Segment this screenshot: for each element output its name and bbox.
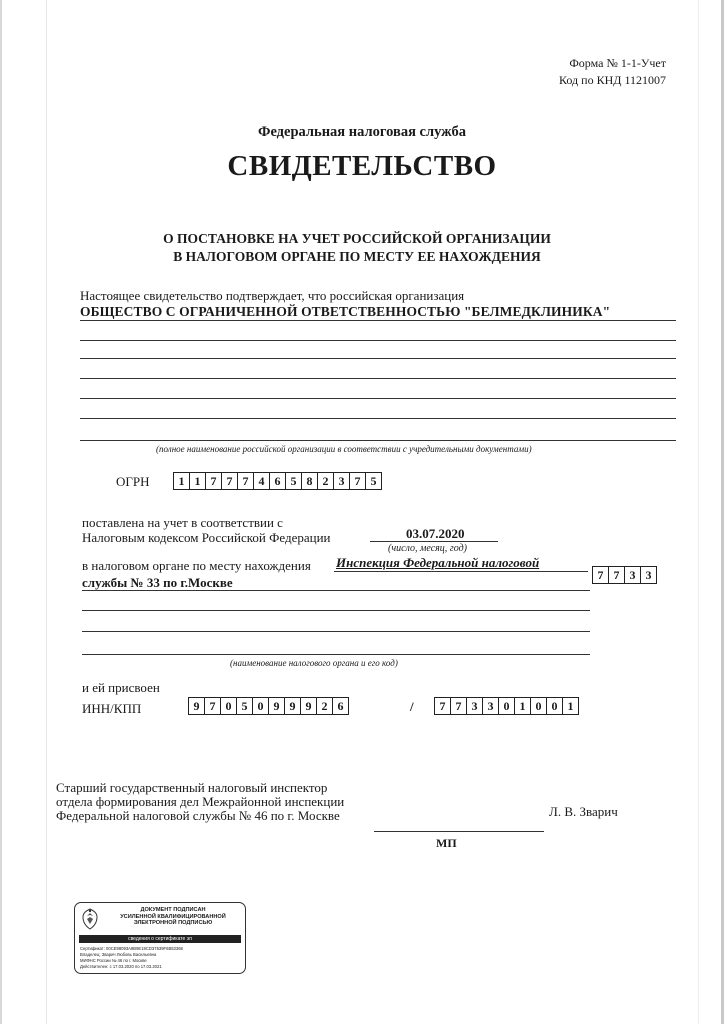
date-underline (370, 541, 498, 542)
document-subtitle (0, 230, 714, 266)
stamp-row-value: 00CE98093A8B9E19CD37539F6B53368 (106, 946, 183, 951)
digit-cell: 9 (284, 697, 301, 715)
registration-line-1: поставлена на учет в соответствии с (82, 515, 283, 530)
digit-cell: 9 (268, 697, 285, 715)
form-line (82, 631, 590, 632)
stamp-row-value: с 17.03.2020 по 17.03.2021 (109, 964, 162, 969)
stamp-row-value: Зварич Любовь Васильевна (101, 952, 157, 957)
form-line (80, 358, 676, 359)
stamp-heading-line-2: УСИЛЕННОЙ КВАЛИФИЦИРОВАННОЙ (120, 913, 226, 920)
digit-cell: 3 (640, 566, 657, 584)
stamp-heading-line-1: ДОКУМЕНТ ПОДПИСАН (140, 907, 206, 913)
stamp-row-label: Сертификат: (80, 946, 105, 951)
digit-cell: 7 (221, 472, 238, 490)
inn-cells (188, 697, 349, 715)
digit-cell: 0 (220, 697, 237, 715)
form-line (80, 320, 676, 321)
tax-authority-caption: (наименование налогового органа и его код) (230, 658, 398, 668)
digit-cell: 7 (592, 566, 609, 584)
digit-cell: 1 (514, 697, 531, 715)
stamp-row-label: Действителен: (80, 964, 109, 969)
digit-cell: 6 (269, 472, 286, 490)
date-caption: (число, месяц, год) (388, 543, 467, 554)
digit-cell: 9 (300, 697, 317, 715)
digit-cell: 3 (482, 697, 499, 715)
e-signature-stamp (74, 902, 246, 974)
form-line (80, 378, 676, 379)
stamp-row (80, 958, 147, 963)
digit-cell: 9 (188, 697, 205, 715)
inn-kpp-label: ИНН/КПП (82, 701, 142, 716)
stamp-heading-line-3: ЭЛЕКТРОННОЙ ПОДПИСЬЮ (133, 920, 213, 927)
digit-cell: 3 (466, 697, 483, 715)
digit-cell: 7 (450, 697, 467, 715)
digit-cell: 7 (349, 472, 366, 490)
document-title: СВИДЕТЕЛЬСТВО (227, 150, 497, 182)
signatory-position-3: Федеральной налоговой службы № 46 по г. Москве (56, 808, 340, 823)
digit-cell: 2 (317, 472, 334, 490)
stamp-row (80, 964, 162, 969)
registration-date: 03.07.2020 (406, 526, 465, 541)
form-line (80, 418, 676, 419)
stamp-row-label: Владелец: (80, 952, 101, 957)
digit-cell: 4 (253, 472, 270, 490)
form-line (80, 440, 676, 441)
digit-cell: 3 (333, 472, 350, 490)
organization-caption: (полное наименование российской организации в соответствии с учредительными документами) (156, 444, 532, 454)
digit-cell: 7 (205, 472, 222, 490)
form-line (82, 590, 590, 591)
digit-cell: 0 (498, 697, 515, 715)
signatory-position-2: отдела формирования дел Межрайонной инспекции (56, 794, 345, 809)
stamp-row (80, 952, 156, 957)
form-header (559, 55, 666, 89)
stamp-certificate-bar: сведения о сертификате эп (79, 935, 241, 943)
form-line (80, 398, 676, 399)
coat-of-arms-icon (80, 907, 100, 931)
tax-authority-intro: в налоговом органе по месту нахождения (82, 558, 311, 573)
form-number: Форма № 1-1-Учет (569, 56, 666, 70)
ogrn-cells (173, 472, 382, 490)
digit-cell: 0 (252, 697, 269, 715)
digit-cell: 1 (562, 697, 579, 715)
organization-name: ОБЩЕСТВО С ОГРАНИЧЕННОЙ ОТВЕТСТВЕННОСТЬЮ "БЕЛМЕДКЛИНИКА" (80, 304, 611, 319)
knd-code: Код по КНД 1121007 (559, 73, 666, 87)
organization-intro: Настоящее свидетельство подтверждает, что российская организация (80, 288, 465, 303)
subtitle-line-2: В НАЛОГОВОМ ОРГАНЕ ПО МЕСТУ ЕЕ НАХОЖДЕНИЯ (173, 249, 541, 264)
digit-cell: 0 (546, 697, 563, 715)
issuing-authority: Федеральная налоговая служба (257, 124, 467, 140)
digit-cell: 5 (285, 472, 302, 490)
tax-authority-code-cells (592, 566, 657, 584)
registration-line-2: Налоговым кодексом Российской Федерации (82, 530, 331, 545)
stamp-heading (101, 907, 245, 927)
digit-cell: 7 (608, 566, 625, 584)
subtitle-line-1: О ПОСТАНОВКЕ НА УЧЕТ РОССИЙСКОЙ ОРГАНИЗАЦИИ (163, 231, 551, 246)
digit-cell: 6 (332, 697, 349, 715)
tax-authority-name-2: службы № 33 по г.Москве (82, 575, 233, 590)
digit-cell: 2 (316, 697, 333, 715)
form-line (80, 340, 676, 341)
inn-kpp-separator: / (410, 699, 414, 714)
form-line (82, 654, 590, 655)
digit-cell: 5 (236, 697, 253, 715)
digit-cell: 3 (624, 566, 641, 584)
stamp-row-value: МИФНС России № 46 по г. Москве (80, 958, 147, 963)
tax-authority-name-1: Инспекция Федеральной налоговой (336, 555, 540, 570)
inn-assigned-label: и ей присвоен (82, 680, 160, 695)
signature-line (374, 831, 544, 832)
digit-cell: 7 (237, 472, 254, 490)
stamp-row (80, 946, 183, 951)
digit-cell: 8 (301, 472, 318, 490)
digit-cell: 1 (173, 472, 190, 490)
digit-cell: 0 (530, 697, 547, 715)
seal-mark: МП (436, 836, 457, 850)
digit-cell: 7 (204, 697, 221, 715)
kpp-cells (434, 697, 579, 715)
digit-cell: 1 (189, 472, 206, 490)
digit-cell: 5 (365, 472, 382, 490)
form-line (82, 610, 590, 611)
ogrn-label: ОГРН (116, 474, 150, 489)
signatory-position-1: Старший государственный налоговый инспектор (56, 780, 328, 795)
digit-cell: 7 (434, 697, 451, 715)
form-line (334, 571, 588, 572)
signatory-name: Л. В. Зварич (549, 804, 618, 819)
